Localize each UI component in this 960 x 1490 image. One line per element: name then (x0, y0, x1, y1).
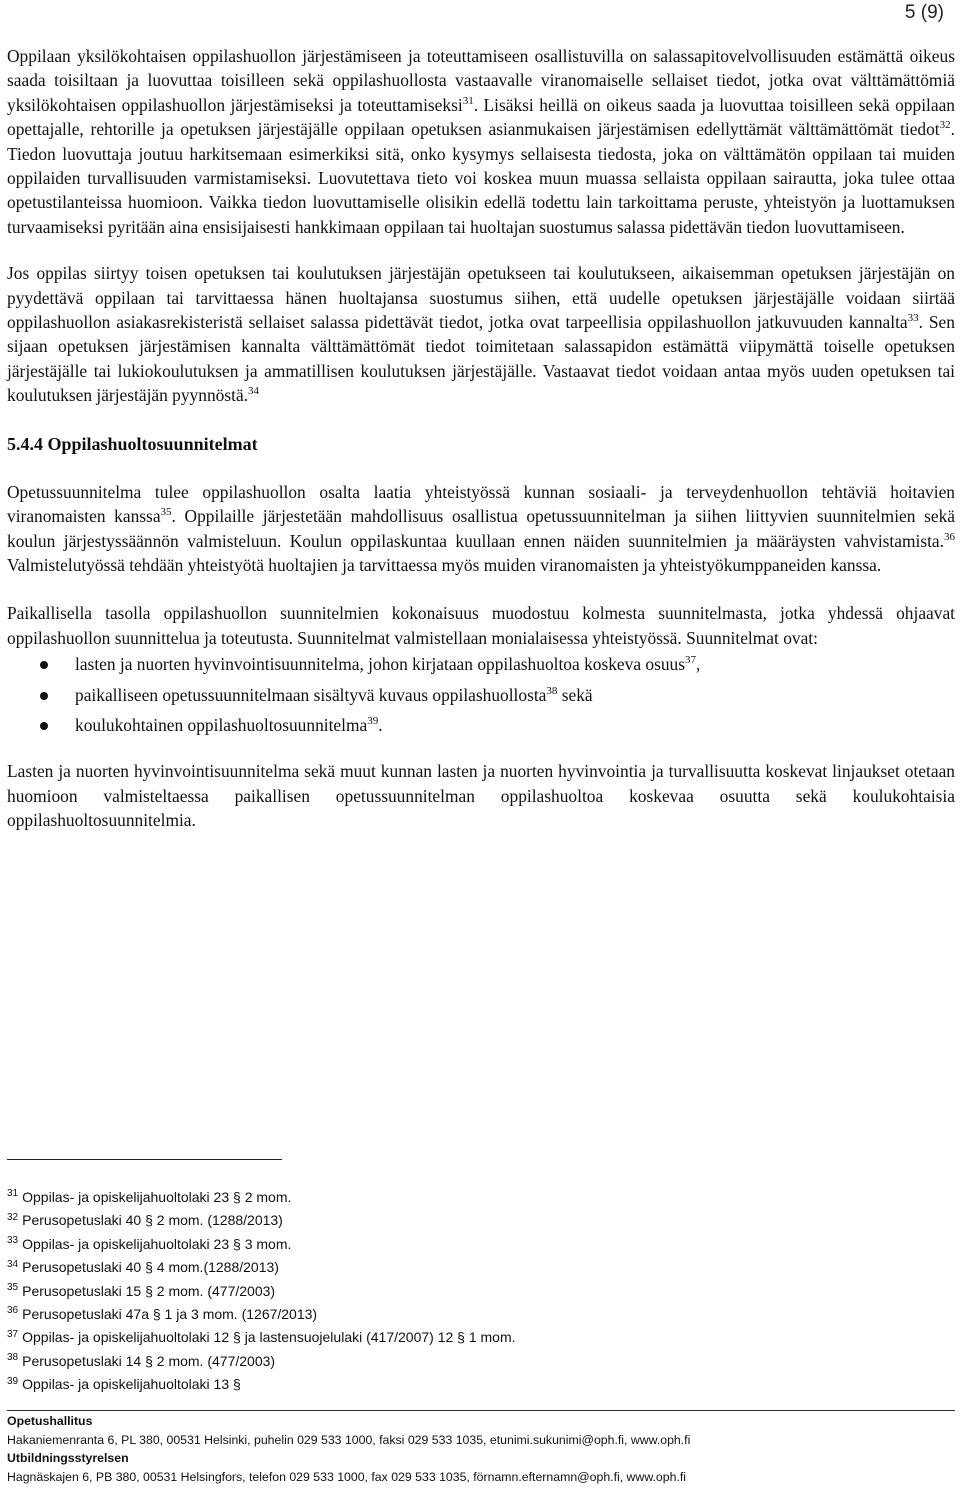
footer-divider (7, 1410, 955, 1411)
paragraph-wellbeing-plan: Lasten ja nuorten hyvinvointisuunnitelma sekä muut kunnan lasten ja nuorten hyvinvointia ja turvallisuutta koskevat linjaukset otetaan huomioon valmisteltaessa paikallisen opetussuunnitelman oppilashuoltoa koskevaa osuutta sekä koulukohtaisia oppilashuoltosuunnitelmia. (7, 761, 955, 831)
footnote-ref[interactable]: 35 (160, 506, 172, 519)
footnote-number: 33 (7, 1235, 19, 1247)
footnote-item (7, 1209, 907, 1232)
page-number: 5 (9) (904, 2, 944, 23)
paragraph-text: Jos oppilas siirtyy toisen opetuksen tai koulutuksen järjestäjän opetukseen tai koulutukseen, aikaisemman opetuksen järjestäjän on pyydettävä oppilaan tai tarvittaessa hänen huoltajansa suostumus siihen, että uudelle opetuksen järjestäjälle voidaan siirtää oppilashuollon asiakasrekisteristä sellaiset salassa pidettävät tiedot, jotka ovat tarpeellisia oppilashuollon jatkuvuuden kannalta (7, 263, 955, 333)
footnote-ref[interactable]: 36 (944, 530, 955, 543)
list-item (7, 713, 955, 737)
footnote-number: 38 (7, 1352, 19, 1364)
footer-address-fi: Hakaniemenranta 6, PL 380, 00531 Helsinki, puhelin 029 533 1000, faksi 029 533 1035, etunimi.sukunimi@oph.fi, www.oph.fi (7, 1432, 691, 1447)
footnote-divider (7, 1159, 282, 1160)
footnote-ref[interactable]: 34 (248, 385, 260, 398)
bullet-icon (40, 722, 48, 730)
footnote-item (7, 1256, 907, 1279)
footnote-text: Oppilas- ja opiskelijahuoltolaki 23 § 3 mom. (22, 1235, 292, 1252)
list-item-tail: . (378, 714, 383, 735)
footnote-number: 39 (7, 1375, 19, 1387)
document-body (7, 44, 955, 857)
footnote-ref[interactable]: 37 (685, 654, 697, 667)
footnote-item (7, 1350, 907, 1373)
footnote-item (7, 1303, 907, 1326)
footnote-text: Oppilas- ja opiskelijahuoltolaki 13 § (22, 1376, 241, 1393)
footnote-text: Perusopetuslaki 40 § 4 mom.(1288/2013) (22, 1259, 279, 1276)
paragraph-local-plans: Paikallisella tasolla oppilashuollon suunnitelmien kokonaisuus muodostuu kolmesta suunnitelmasta, jotka yhdessä ohjaavat oppilashuollon suunnittelua ja toteutusta. Suunnitelmat valmistellaan monialaisessa yhteistyössä. Suunnitelmat ovat: (7, 603, 955, 648)
paragraph-text: . Lisäksi heillä on oikeus saada ja luovuttaa toisilleen sekä oppilaan opettajalle, rehtorille ja opetuksen järjestäjälle oppilaan opetuksen asianmukaisen järjestämisen edellyttämät välttämättömät tiedot (7, 94, 955, 140)
bullet-icon (40, 661, 48, 669)
plans-list (7, 652, 955, 737)
page-footer (7, 1410, 955, 1486)
list-item (7, 652, 955, 676)
paragraph-text: . Sen sijaan opetuksen järjestämisen kannalta välttämättömät tiedot toimitetaan salassapidon estämättä viipymättä toiselle opetuksen järjestäjälle tai lukiokoulutuksen ja ammatillisen koulutuksen järjestäjälle. Vastaavat tiedot voidaan antaa myös uuden opetuksen tai koulutuksen järjestäjän pyynnöstä. (7, 312, 955, 406)
list-item-text: lasten ja nuorten hyvinvointisuunnitelma, johon kirjataan oppilashuoltoa koskeva osuus (75, 654, 686, 675)
list-item-tail: , (696, 654, 701, 675)
footnote-text: Perusopetuslaki 15 § 2 mom. (477/2003) (22, 1282, 276, 1299)
list-item (7, 683, 955, 707)
section-heading: 5.4.4 Oppilashuoltosuunnitelmat (7, 433, 258, 454)
footnote-item (7, 1233, 907, 1256)
paragraph-curriculum (7, 480, 955, 578)
footer-org-sv: Utbildningsstyrelsen (7, 1451, 129, 1465)
footnote-text: Perusopetuslaki 14 § 2 mom. (477/2003) (22, 1352, 276, 1369)
footnote-text: Perusopetuslaki 40 § 2 mom. (1288/2013) (22, 1212, 283, 1229)
footnote-number: 32 (7, 1211, 19, 1223)
paragraph-text: . Oppilaille järjestetään mahdollisuus osallistua opetussuunnitelman ja siihen liittyvien suunnitelmien sekä koulun järjestyssäännön valmisteluun. Koulun oppilaskuntaa kuullaan ennen näiden suunnitelmien ja määräysten vahvistamista. (7, 506, 956, 551)
footnote-number: 36 (7, 1305, 19, 1317)
footnote-item (7, 1326, 907, 1349)
footnote-ref[interactable]: 33 (907, 312, 919, 325)
paragraph-text: Valmistelutyössä tehdään yhteistyötä huoltajien ja tarvittaessa myös muiden viranomaisten ja yhteistyökumppaneiden kanssa. (7, 554, 882, 575)
footnote-text: Perusopetuslaki 47a § 1 ja 3 mom. (1267/2013) (22, 1306, 318, 1323)
footnote-item (7, 1186, 907, 1209)
paragraph-text: Opetussuunnitelma tulee oppilashuollon osalta laatia yhteistyössä kunnan sosiaali- ja terveydenhuollon tehtäviä hoitavien viranomaisten kanssa (7, 481, 955, 527)
footnote-ref[interactable]: 32 (939, 119, 951, 132)
footnote-text: Oppilas- ja opiskelijahuoltolaki 23 § 2 mom. (22, 1189, 292, 1205)
list-item-text: paikalliseen opetussuunnitelmaan sisältyvä kuvaus oppilashuollosta (75, 684, 547, 705)
footer-address-sv: Hagnäskajen 6, PB 380, 00531 Helsingfors, telefon 029 533 1000, fax 029 533 1035, förnamn.efternamn@oph.fi, www.oph.fi (7, 1469, 687, 1484)
footnote-ref[interactable]: 38 (546, 684, 558, 697)
footnote-ref[interactable]: 31 (462, 95, 474, 108)
footnote-item (7, 1373, 907, 1396)
footnote-number: 31 (7, 1188, 19, 1200)
footnote-ref[interactable]: 39 (367, 715, 379, 728)
bullet-icon (40, 692, 48, 700)
list-item-tail: sekä (557, 684, 593, 705)
footnote-number: 35 (7, 1281, 19, 1293)
footnote-item (7, 1280, 907, 1303)
footnote-number: 34 (7, 1258, 19, 1270)
list-item-text: koulukohtainen oppilashuoltosuunnitelma (75, 714, 368, 735)
paragraph-text: . Tiedon luovuttaja joutuu harkitsemaan esimerkiksi sitä, onko kysymys sellaisesta tiedosta, joka on välttämätön oppilaan tai muiden oppilaiden turvallisuuden varmistamiseksi. Luovutettava tieto voi koskea muun muassa sellaista oppilaan sairautta, joka tulee ottaa opetustilanteissa huomioon. Vaikka tiedon luovuttamiselle olisikin edellä todettu lain tarkoittama peruste, yhteistyön ja luottamuksen turvaamiseksi pyritään aina ensisijaisesti hankkimaan oppilaan tai huoltajan suostumus salassa pidettävän tiedon luovuttamiseen. (7, 119, 955, 237)
footer-org-fi: Opetushallitus (7, 1414, 93, 1428)
footnotes (7, 1186, 907, 1397)
paragraph-text: Oppilaan yksilökohtaisen oppilashuollon järjestämiseen ja toteuttamiseen osallistuvilla on salassapitovelvollisuuden estämättä oikeus saada toisiltaan ja luovuttaa toisilleen sekä oppilashuollosta vastaavalle viranomaiselle sellaiset tiedot, jotka ovat välttämättömiä yksilökohtaisen oppilashuollon järjestämiseksi ja toteuttamiseksi (7, 46, 955, 115)
footnote-text: Oppilas- ja opiskelijahuoltolaki 12 § ja lastensuojelulaki (417/2007) 12 § 1 mom. (22, 1329, 516, 1346)
paragraph-student-transfer (7, 261, 955, 407)
paragraph-data-disclosure (7, 44, 955, 239)
footnote-number: 37 (7, 1328, 19, 1340)
